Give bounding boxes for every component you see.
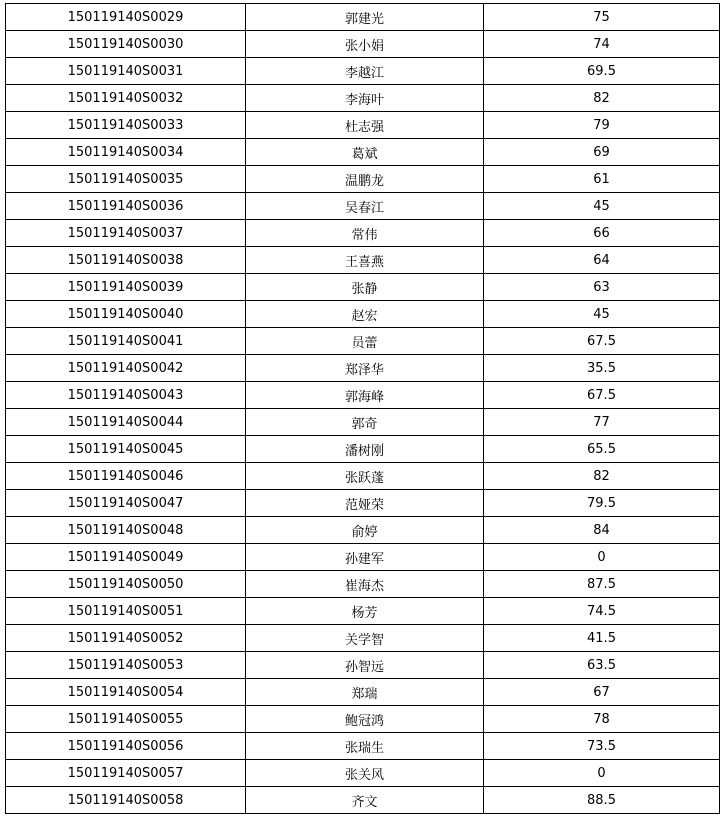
candidate-name-cell: 王喜燕 [246, 247, 484, 274]
candidate-name-cell: 孙建军 [246, 544, 484, 571]
score-cell: 67 [484, 679, 720, 706]
score-cell: 84 [484, 517, 720, 544]
candidate-name-cell: 崔海杰 [246, 571, 484, 598]
table-row [6, 112, 720, 139]
candidate-name-cell: 张静 [246, 274, 484, 301]
candidate-id-cell: 150119140S0034 [6, 139, 246, 166]
candidate-name-cell: 郭建光 [246, 4, 484, 31]
candidate-id-cell: 150119140S0058 [6, 787, 246, 814]
table-row [6, 598, 720, 625]
score-cell: 69 [484, 139, 720, 166]
candidate-id-cell: 150119140S0044 [6, 409, 246, 436]
candidate-id-cell: 150119140S0050 [6, 571, 246, 598]
score-cell: 35.5 [484, 355, 720, 382]
score-cell: 74 [484, 31, 720, 58]
table-row [6, 220, 720, 247]
candidate-id-cell: 150119140S0029 [6, 4, 246, 31]
table-row [6, 355, 720, 382]
candidate-name-cell: 张跃蓬 [246, 463, 484, 490]
table-row [6, 328, 720, 355]
table-row [6, 85, 720, 112]
candidate-name-cell: 孙智远 [246, 652, 484, 679]
candidate-id-cell: 150119140S0035 [6, 166, 246, 193]
candidate-id-cell: 150119140S0030 [6, 31, 246, 58]
candidate-id-cell: 150119140S0032 [6, 85, 246, 112]
score-cell: 88.5 [484, 787, 720, 814]
candidate-name-cell: 张小娟 [246, 31, 484, 58]
candidate-id-cell: 150119140S0038 [6, 247, 246, 274]
table-row [6, 787, 720, 814]
table-row [6, 31, 720, 58]
candidate-id-cell: 150119140S0040 [6, 301, 246, 328]
table-row [6, 463, 720, 490]
score-cell: 61 [484, 166, 720, 193]
table-row [6, 436, 720, 463]
score-cell: 63 [484, 274, 720, 301]
candidate-id-cell: 150119140S0053 [6, 652, 246, 679]
candidate-name-cell: 关学智 [246, 625, 484, 652]
candidate-name-cell: 郭奇 [246, 409, 484, 436]
score-cell: 0 [484, 760, 720, 787]
candidate-name-cell: 俞婷 [246, 517, 484, 544]
score-cell: 82 [484, 85, 720, 112]
candidate-name-cell: 张关风 [246, 760, 484, 787]
candidate-id-cell: 150119140S0049 [6, 544, 246, 571]
score-cell: 73.5 [484, 733, 720, 760]
candidate-name-cell: 郑泽华 [246, 355, 484, 382]
score-cell: 69.5 [484, 58, 720, 85]
candidate-name-cell: 鲍冠鸿 [246, 706, 484, 733]
candidate-id-cell: 150119140S0055 [6, 706, 246, 733]
candidate-name-cell: 赵宏 [246, 301, 484, 328]
score-cell: 41.5 [484, 625, 720, 652]
candidate-id-cell: 150119140S0041 [6, 328, 246, 355]
table-row [6, 4, 720, 31]
candidate-name-cell: 李海叶 [246, 85, 484, 112]
table-row [6, 193, 720, 220]
candidate-name-cell: 杜志强 [246, 112, 484, 139]
candidate-id-cell: 150119140S0057 [6, 760, 246, 787]
score-cell: 77 [484, 409, 720, 436]
table-row [6, 571, 720, 598]
candidate-name-cell: 范娅荣 [246, 490, 484, 517]
candidate-id-cell: 150119140S0051 [6, 598, 246, 625]
score-cell: 67.5 [484, 382, 720, 409]
candidate-name-cell: 张瑞生 [246, 733, 484, 760]
scores-table [5, 3, 720, 814]
table-row [6, 760, 720, 787]
score-cell: 79 [484, 112, 720, 139]
score-cell: 82 [484, 463, 720, 490]
table-row [6, 58, 720, 85]
candidate-id-cell: 150119140S0031 [6, 58, 246, 85]
score-cell: 64 [484, 247, 720, 274]
candidate-name-cell: 潘树刚 [246, 436, 484, 463]
score-cell: 45 [484, 193, 720, 220]
candidate-name-cell: 齐文 [246, 787, 484, 814]
score-cell: 63.5 [484, 652, 720, 679]
table-row [6, 625, 720, 652]
candidate-name-cell: 常伟 [246, 220, 484, 247]
table-row [6, 139, 720, 166]
table-row [6, 679, 720, 706]
candidate-id-cell: 150119140S0039 [6, 274, 246, 301]
candidate-name-cell: 郭海峰 [246, 382, 484, 409]
score-cell: 74.5 [484, 598, 720, 625]
table-row [6, 544, 720, 571]
table-row [6, 166, 720, 193]
scores-table-body [6, 4, 720, 814]
score-cell: 78 [484, 706, 720, 733]
candidate-id-cell: 150119140S0054 [6, 679, 246, 706]
score-cell: 0 [484, 544, 720, 571]
score-cell: 65.5 [484, 436, 720, 463]
candidate-name-cell: 葛斌 [246, 139, 484, 166]
candidate-id-cell: 150119140S0036 [6, 193, 246, 220]
candidate-name-cell: 温鹏龙 [246, 166, 484, 193]
score-cell: 79.5 [484, 490, 720, 517]
candidate-id-cell: 150119140S0042 [6, 355, 246, 382]
candidate-id-cell: 150119140S0056 [6, 733, 246, 760]
score-cell: 75 [484, 4, 720, 31]
table-row [6, 274, 720, 301]
table-row [6, 301, 720, 328]
score-cell: 45 [484, 301, 720, 328]
candidate-name-cell: 郑瑞 [246, 679, 484, 706]
table-row [6, 490, 720, 517]
candidate-name-cell: 吴春江 [246, 193, 484, 220]
table-row [6, 652, 720, 679]
table-row [6, 517, 720, 544]
table-row [6, 247, 720, 274]
candidate-id-cell: 150119140S0048 [6, 517, 246, 544]
candidate-name-cell: 李越江 [246, 58, 484, 85]
candidate-name-cell: 员蕾 [246, 328, 484, 355]
candidate-id-cell: 150119140S0052 [6, 625, 246, 652]
candidate-id-cell: 150119140S0046 [6, 463, 246, 490]
candidate-name-cell: 杨芳 [246, 598, 484, 625]
candidate-id-cell: 150119140S0043 [6, 382, 246, 409]
candidate-id-cell: 150119140S0047 [6, 490, 246, 517]
candidate-id-cell: 150119140S0033 [6, 112, 246, 139]
table-row [6, 733, 720, 760]
score-cell: 67.5 [484, 328, 720, 355]
table-row [6, 382, 720, 409]
candidate-id-cell: 150119140S0045 [6, 436, 246, 463]
table-row [6, 409, 720, 436]
candidate-id-cell: 150119140S0037 [6, 220, 246, 247]
score-cell: 66 [484, 220, 720, 247]
table-row [6, 706, 720, 733]
score-cell: 87.5 [484, 571, 720, 598]
